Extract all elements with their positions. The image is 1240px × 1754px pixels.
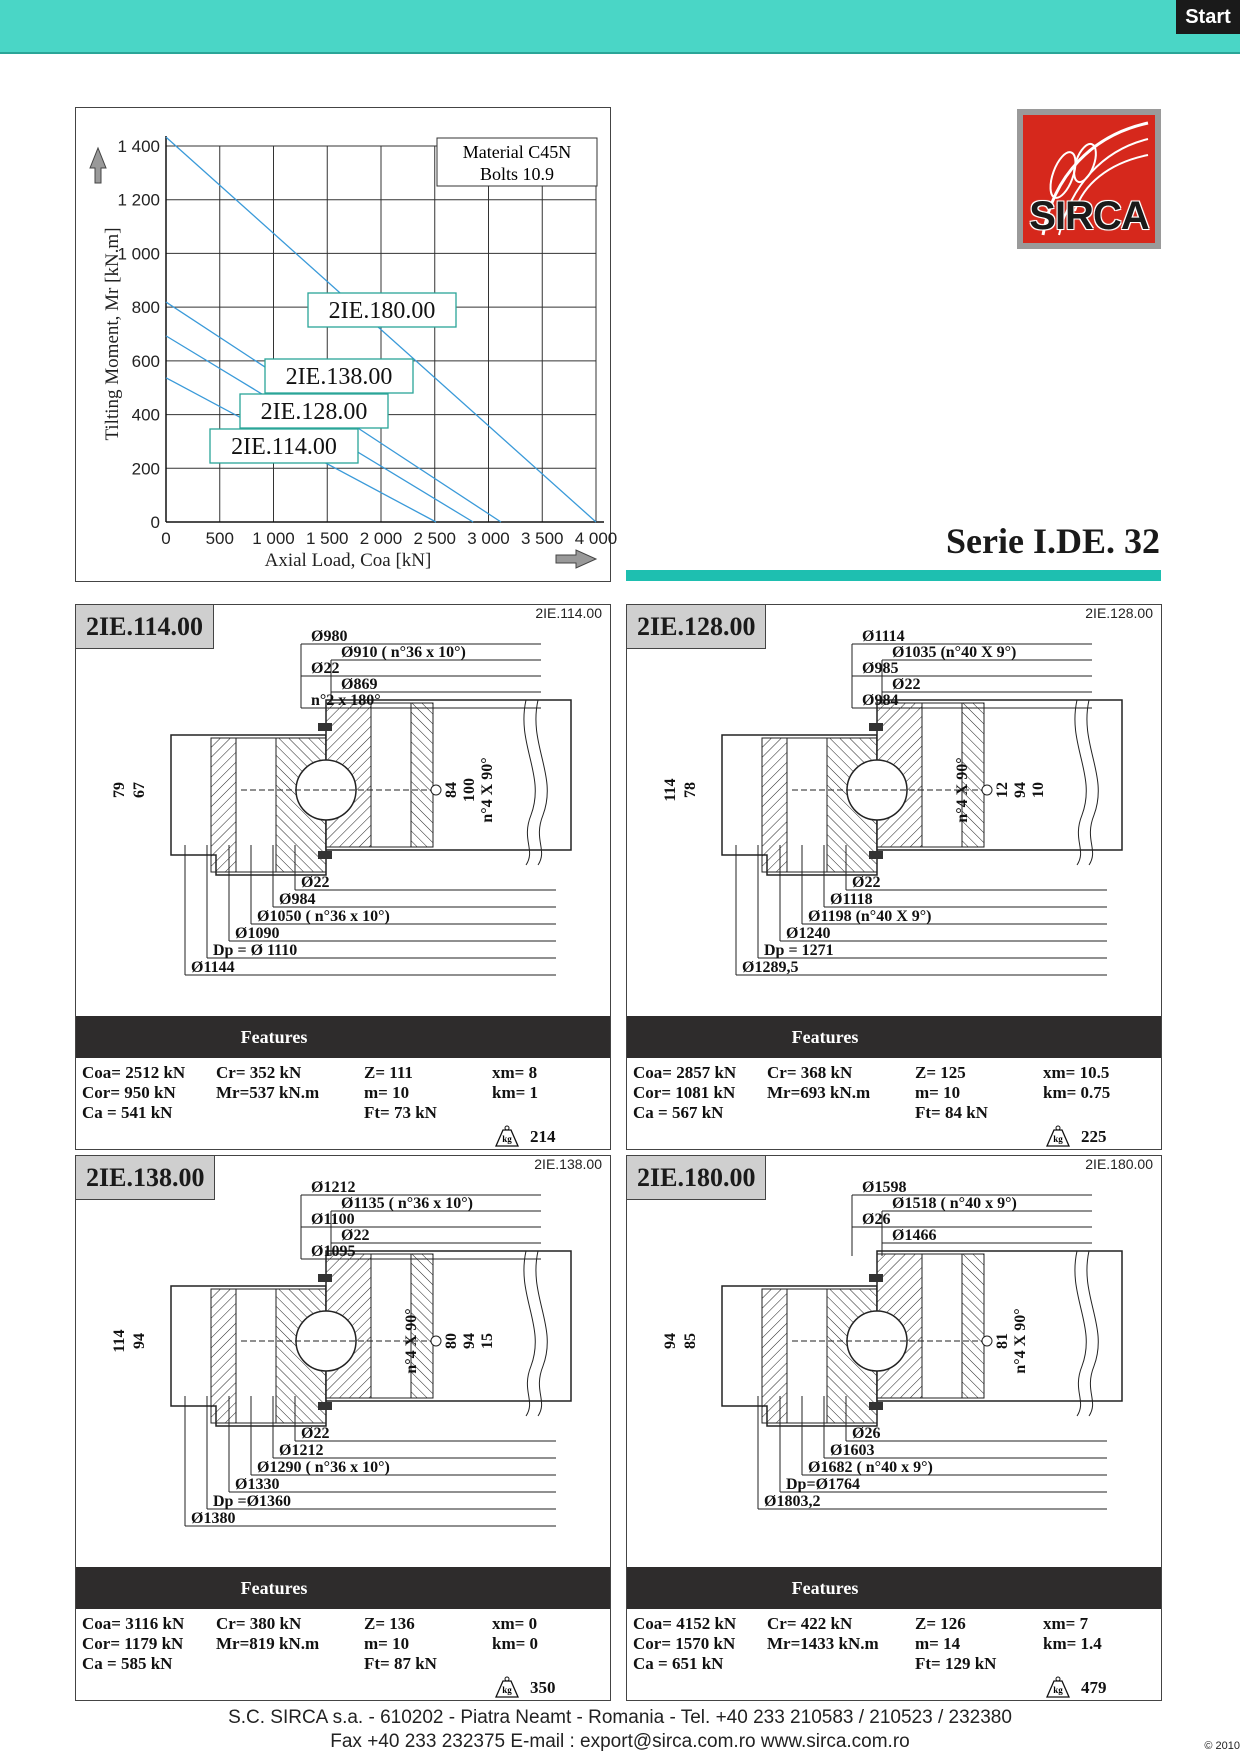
product-panel-2ie-128 <box>626 604 1162 1150</box>
dimension-label: Ø1114 <box>862 628 905 645</box>
top-bar <box>0 0 1240 54</box>
spec-coa: Coa= 2512 kN <box>82 1063 186 1082</box>
dimension-label: Ø1090 <box>235 925 280 942</box>
grease-nipple-icon <box>431 785 441 795</box>
vertical-dimension-label: n°4 X 90° <box>403 1308 420 1374</box>
dimension-label: n°2 x 180° <box>311 692 381 709</box>
dimension-label: Ø1466 <box>892 1227 937 1244</box>
copyright: © 2010 <box>1204 1740 1240 1752</box>
panel-code: 2IE.114.00 <box>535 605 602 621</box>
dimension-label: Ø22 <box>341 1227 370 1244</box>
features-bar <box>76 1016 610 1058</box>
panel-title: 2IE.114.00 <box>76 605 214 649</box>
vertical-dimension-label: 84 <box>443 782 460 798</box>
x-tick-label: 0 <box>161 529 171 548</box>
weight-value: 479 <box>1081 1678 1107 1697</box>
series-label: 2IE.128.00 <box>260 399 368 425</box>
x-tick-label: 3 500 <box>520 529 564 548</box>
technical-drawing <box>76 1156 612 1566</box>
panel-code: 2IE.180.00 <box>1085 1156 1153 1172</box>
features-label: Features <box>240 1027 308 1047</box>
features-bar <box>627 1567 1161 1609</box>
dimension-label: Ø22 <box>301 874 330 891</box>
spec-cr: Cr= 352 kN <box>216 1063 302 1082</box>
dimension-label: Ø1212 <box>279 1442 324 1459</box>
x-tick-label: 1 000 <box>252 529 295 548</box>
spec-mr: Mr=537 kN.m <box>216 1083 320 1102</box>
vertical-dimension-label: 114 <box>111 1329 128 1353</box>
dimension-label: Ø1212 <box>311 1179 356 1196</box>
kg-label: kg <box>502 1685 512 1695</box>
features-specs <box>82 1063 604 1147</box>
vertical-dimension-label: 94 <box>1012 782 1029 798</box>
seal-icon <box>318 1274 332 1282</box>
features-specs <box>633 1063 1155 1147</box>
outer-ring-hatch <box>762 1289 787 1423</box>
dimension-label: Ø22 <box>852 874 881 891</box>
dimension-label: Ø1330 <box>235 1476 280 1493</box>
dimension-label: Ø26 <box>862 1211 891 1228</box>
footer-contact: Fax +40 233 232375 E-mail : export@sirca.com.ro www.sirca.com.ro <box>330 1731 910 1752</box>
vertical-dimension-label: n°4 X 90° <box>954 757 971 823</box>
logo-text: SIRCA <box>1029 194 1149 238</box>
spec-ca: Ca = 541 kN <box>82 1103 173 1122</box>
weight-kg-icon <box>1045 1125 1071 1147</box>
weight-kg-icon <box>494 1676 520 1698</box>
features-label: Features <box>791 1578 859 1598</box>
spec-m: m= 10 <box>364 1634 410 1653</box>
product-panel-2ie-180 <box>626 1155 1162 1701</box>
spec-cor: Cor= 1081 kN <box>633 1083 736 1102</box>
panel-title: 2IE.138.00 <box>76 1156 215 1200</box>
features-label: Features <box>240 1578 308 1598</box>
dimension-label: Ø869 <box>341 676 378 693</box>
outer-ring-hatch <box>762 738 787 872</box>
bearing-cross-section <box>111 1179 571 1527</box>
x-axis-label: Axial Load, Coa [kN] <box>264 550 432 571</box>
x-tick-label: 1 500 <box>305 529 349 548</box>
weight-kg-icon <box>1045 1676 1071 1698</box>
panel-code: 2IE.138.00 <box>534 1156 602 1172</box>
vertical-dimension-label: n°4 X 90° <box>1012 1308 1029 1374</box>
y-tick-label: 400 <box>131 405 160 425</box>
y-tick-label: 1 200 <box>117 190 160 210</box>
features-specs <box>633 1614 1155 1698</box>
kg-label: kg <box>1053 1685 1063 1695</box>
spec-ft: Ft= 73 kN <box>364 1103 437 1122</box>
vertical-dimension-label: 100 <box>461 778 478 802</box>
bolt-hole-outer <box>236 738 276 872</box>
seal-icon <box>869 1274 883 1282</box>
dimension-label: Ø1035 (n°40 X 9°) <box>892 644 1017 661</box>
seal-icon <box>869 1402 883 1410</box>
series-label: 2IE.138.00 <box>285 364 393 390</box>
legend-material: Material C45N <box>462 142 572 162</box>
dimension-label: Ø1290 ( n°36 x 10°) <box>257 1459 390 1476</box>
dimension-label: Ø1198 (n°40 X 9°) <box>808 908 932 925</box>
spec-km: km= 0.75 <box>1043 1083 1111 1102</box>
spec-xm: xm= 0 <box>492 1614 538 1633</box>
spec-cr: Cr= 368 kN <box>767 1063 853 1082</box>
vertical-dimension-label: 94 <box>461 1333 478 1349</box>
dimension-label: Ø1682 ( n°40 x 9°) <box>808 1459 933 1476</box>
load-chart <box>75 107 618 582</box>
product-panel-2ie-114 <box>75 604 611 1150</box>
spec-z: Z= 136 <box>364 1614 415 1633</box>
spec-mr: Mr=1433 kN.m <box>767 1634 879 1653</box>
spec-cr: Cr= 422 kN <box>767 1614 853 1633</box>
dimension-label: Ø984 <box>279 891 316 908</box>
dimension-label: Dp=Ø1764 <box>786 1476 861 1493</box>
vertical-dimension-label: 12 <box>994 782 1011 798</box>
technical-drawing <box>627 1156 1163 1566</box>
dimension-label: Ø22 <box>301 1425 330 1442</box>
x-tick-label: 500 <box>205 529 234 548</box>
spec-ca: Ca = 567 kN <box>633 1103 724 1122</box>
spec-ca: Ca = 651 kN <box>633 1654 724 1673</box>
weight-value: 350 <box>530 1678 556 1697</box>
dimension-label: Ø26 <box>852 1425 881 1442</box>
spec-cor: Cor= 950 kN <box>82 1083 176 1102</box>
dimension-label: Ø1100 <box>311 1211 355 1228</box>
seal-icon <box>318 1402 332 1410</box>
weight-kg-icon <box>494 1125 520 1147</box>
spec-z: Z= 111 <box>364 1063 413 1082</box>
sirca-logo <box>1017 109 1161 249</box>
bolt-hole-inner <box>922 1254 962 1398</box>
vertical-dimension-label: 80 <box>443 1333 460 1349</box>
grease-nipple-icon <box>982 785 992 795</box>
spec-ft: Ft= 87 kN <box>364 1654 437 1673</box>
grease-nipple-icon <box>431 1336 441 1346</box>
dimension-label: Ø910 ( n°36 x 10°) <box>341 644 466 661</box>
x-tick-label: 4 000 <box>574 529 618 548</box>
inner-ring-hatch-2 <box>962 1254 984 1398</box>
spec-xm: xm= 10.5 <box>1043 1063 1110 1082</box>
spec-coa: Coa= 4152 kN <box>633 1614 737 1633</box>
spec-m: m= 10 <box>364 1083 410 1102</box>
seal-icon <box>869 723 883 731</box>
vertical-dimension-label: 94 <box>131 1333 148 1349</box>
spec-m: m= 10 <box>915 1083 961 1102</box>
features-specs <box>82 1614 604 1698</box>
dimension-label: Dp = Ø 1110 <box>213 942 298 959</box>
weight-value: 225 <box>1081 1127 1107 1146</box>
spec-z: Z= 126 <box>915 1614 966 1633</box>
y-tick-label: 1 000 <box>117 244 160 264</box>
legend-bolts: Bolts 10.9 <box>479 164 555 184</box>
grease-nipple-icon <box>982 1336 992 1346</box>
vertical-dimension-label: 79 <box>111 782 128 798</box>
technical-drawing <box>627 605 1163 1015</box>
footer-address: S.C. SIRCA s.a. - 610202 - Piatra Neamt - Romania - Tel. +40 233 210583 / 210523 / 232380 <box>228 1707 1012 1728</box>
load-chart-svg <box>76 108 618 583</box>
seal-icon <box>869 851 883 859</box>
bolt-hole-outer <box>787 1289 827 1423</box>
x-tick-label: 3 000 <box>467 529 510 548</box>
vertical-dimension-label: 81 <box>994 1333 1011 1349</box>
x-tick-label: 2 500 <box>413 529 457 548</box>
vertical-dimension-label: n°4 X 90° <box>479 757 496 823</box>
dimension-label: Ø980 <box>311 628 348 645</box>
bearing-cross-section <box>662 1179 1122 1510</box>
bearing-cross-section <box>662 628 1122 976</box>
vertical-dimension-label: 15 <box>479 1333 496 1349</box>
dimension-label: Ø1050 ( n°36 x 10°) <box>257 908 390 925</box>
start-button[interactable]: Start <box>1176 0 1240 34</box>
dimension-label: Ø1118 <box>830 891 873 908</box>
kg-label: kg <box>1053 1134 1063 1144</box>
outer-ring-hatch <box>211 738 236 872</box>
dimension-label: Ø1289,5 <box>742 959 799 976</box>
spec-cor: Cor= 1570 kN <box>633 1634 736 1653</box>
vertical-dimension-label: 67 <box>131 782 148 798</box>
x-tick-label: 2 000 <box>359 529 403 548</box>
vertical-dimension-label: 114 <box>662 778 679 802</box>
bolt-hole-inner <box>371 703 411 847</box>
serie-title: Serie I.DE. 32 <box>946 521 1160 561</box>
serie-accent-bar <box>626 570 1161 581</box>
dimension-label: Ø1603 <box>830 1442 875 1459</box>
vertical-dimension-label: 94 <box>662 1333 679 1349</box>
spec-cor: Cor= 1179 kN <box>82 1634 184 1653</box>
dimension-label: Ø1095 <box>311 1243 356 1260</box>
dimension-label: Ø984 <box>862 692 899 709</box>
features-bar <box>76 1567 610 1609</box>
spec-km: km= 1 <box>492 1083 539 1102</box>
dimension-label: Ø22 <box>311 660 340 677</box>
dimension-label: Dp =Ø1360 <box>213 1493 292 1510</box>
panel-title: 2IE.180.00 <box>627 1156 766 1200</box>
panel-code: 2IE.128.00 <box>1085 605 1153 621</box>
panel-title: 2IE.128.00 <box>627 605 766 649</box>
vertical-dimension-label: 85 <box>682 1333 699 1349</box>
vertical-dimension-label: 78 <box>682 782 699 798</box>
features-bar <box>627 1016 1161 1058</box>
dimension-label: Ø1144 <box>191 959 235 976</box>
kg-label: kg <box>502 1134 512 1144</box>
seal-icon <box>318 851 332 859</box>
y-tick-label: 1 400 <box>117 137 160 156</box>
dimension-label: Ø1380 <box>191 1510 236 1527</box>
dimension-label: Ø1240 <box>786 925 831 942</box>
spec-ft: Ft= 129 kN <box>915 1654 997 1673</box>
dimension-label: Ø985 <box>862 660 899 677</box>
y-tick-label: 800 <box>131 298 160 318</box>
vertical-dimension-label: 10 <box>1030 782 1047 798</box>
spec-km: km= 1.4 <box>1043 1634 1102 1653</box>
y-axis-label: Tilting Moment, Mr [kN.m] <box>102 227 123 441</box>
spec-mr: Mr=819 kN.m <box>216 1634 320 1653</box>
seal-icon <box>318 723 332 731</box>
inner-ring-hatch-2 <box>411 703 433 847</box>
dimension-label: Ø1518 ( n°40 x 9°) <box>892 1195 1017 1212</box>
y-tick-label: 200 <box>131 459 160 479</box>
dimension-label: Ø22 <box>892 676 921 693</box>
spec-km: km= 0 <box>492 1634 539 1653</box>
bolt-hole-outer <box>236 1289 276 1423</box>
spec-z: Z= 125 <box>915 1063 966 1082</box>
spec-ca: Ca = 585 kN <box>82 1654 173 1673</box>
outer-ring-hatch <box>211 1289 236 1423</box>
spec-coa: Coa= 2857 kN <box>633 1063 737 1082</box>
bearing-cross-section <box>111 628 571 976</box>
spec-m: m= 14 <box>915 1634 961 1653</box>
spec-xm: xm= 8 <box>492 1063 538 1082</box>
features-label: Features <box>791 1027 859 1047</box>
spec-mr: Mr=693 kN.m <box>767 1083 871 1102</box>
dimension-label: Ø1135 ( n°36 x 10°) <box>341 1195 473 1212</box>
spec-cr: Cr= 380 kN <box>216 1614 302 1633</box>
dimension-label: Dp = 1271 <box>764 942 834 959</box>
dimension-label: Ø1598 <box>862 1179 907 1196</box>
x-axis-arrow-icon <box>556 550 596 568</box>
technical-drawing <box>76 605 612 1015</box>
y-tick-label: 0 <box>150 513 160 532</box>
series-label: 2IE.180.00 <box>328 298 436 324</box>
spec-xm: xm= 7 <box>1043 1614 1089 1633</box>
product-panel-2ie-138 <box>75 1155 611 1701</box>
company-footer <box>0 1706 1240 1754</box>
y-axis-arrow-icon <box>90 148 106 183</box>
bolt-hole-outer <box>787 738 827 872</box>
spec-ft: Ft= 84 kN <box>915 1103 988 1122</box>
spec-coa: Coa= 3116 kN <box>82 1614 185 1633</box>
series-label: 2IE.114.00 <box>231 434 337 460</box>
weight-value: 214 <box>530 1127 556 1146</box>
dimension-label: Ø1803,2 <box>764 1493 821 1510</box>
y-tick-label: 600 <box>131 351 160 371</box>
